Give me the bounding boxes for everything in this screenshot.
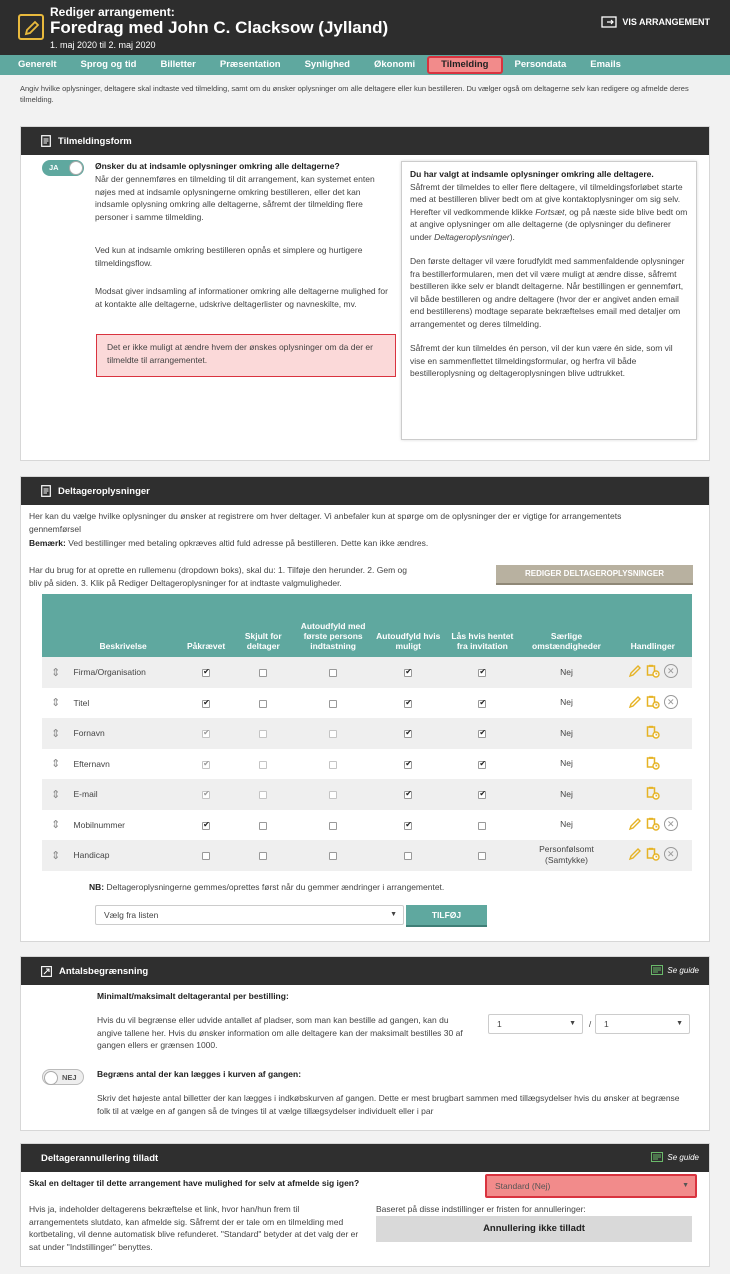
see-guide-link[interactable]: Se guide: [651, 965, 699, 975]
tab-bar: [0, 55, 730, 75]
autofill-first-checkbox: [329, 761, 337, 769]
min-max-separator: /: [588, 1019, 592, 1029]
autofill-first-checkbox: [329, 730, 337, 738]
collect-question: Ønsker du at indsamle oplysninger omkring alle deltagerne?: [95, 161, 340, 171]
chevron-down-icon: ▼: [676, 1020, 683, 1027]
external-link-icon: [601, 16, 617, 28]
required-checkbox[interactable]: [202, 822, 210, 830]
antalsbegraensning-title: Antalsbegrænsning: [59, 965, 149, 977]
table-header-row: [42, 594, 692, 657]
see-guide-link[interactable]: Se guide: [651, 1152, 699, 1162]
drag-handle-icon[interactable]: ⇕: [51, 849, 61, 862]
autofill-first-checkbox[interactable]: [329, 700, 337, 708]
antalsbegraensning-panel: [20, 956, 710, 1131]
col-skjult: Skjult for deltager: [231, 594, 295, 657]
table-row: [42, 810, 692, 841]
row-actions: [628, 664, 678, 678]
chevron-down-icon: ▼: [390, 911, 397, 918]
antalsbegraensning-header: [21, 957, 709, 985]
annullering-header: [21, 1144, 709, 1172]
toggle-knob: [69, 161, 83, 175]
collection-info-box: [401, 161, 697, 440]
change-not-allowed-warning: Det er ikke muligt at ændre hvem der ønskes oplysninger om da der er tilmeldte til arrangementet.: [96, 334, 396, 377]
field-description: Titel: [73, 697, 90, 708]
lock-checkbox[interactable]: [478, 669, 486, 677]
field-description: Firma/Organisation: [70, 657, 181, 688]
cancellation-text: Hvis ja, indeholder deltagerens bekræftelse et link, hvor han/hun frem til arrangementets slutdato, kan afmelde sig. Såfremt der er tale om en tilmelding med kortbetaling, vil denne automatisk blive refunderet. "Standard" betyder at det valg der er sat under "Indstillinger" benyttes.: [29, 1204, 359, 1252]
autofill-first-checkbox: [329, 791, 337, 799]
col-saerlige: Særlige omstændigheder: [519, 594, 613, 657]
pencil-icon[interactable]: [628, 847, 642, 861]
col-autoudfyld-foerste: Autoudfyld med første persons indtastning: [295, 594, 371, 657]
special-circumstances: Nej: [519, 779, 613, 810]
tilmeldingsform-header: [21, 127, 709, 155]
max-quantity-value: 1: [604, 1019, 609, 1029]
tab-synlighed[interactable]: Synlighed: [304, 59, 350, 70]
deltageroplysninger-panel: [20, 476, 710, 942]
autofill-first-checkbox[interactable]: [329, 669, 337, 677]
autofill-checkbox[interactable]: [404, 852, 412, 860]
special-circumstances: Nej: [519, 657, 613, 688]
collect-explanation-2: Ved kun at indsamle omkring bestilleren opnås et simplere og hurtigere tilmeldingsflow.: [95, 245, 363, 268]
edit-participant-info-button[interactable]: REDIGER DELTAGEROPLYSNINGER: [496, 565, 693, 585]
pencil-icon[interactable]: [628, 695, 642, 709]
event-dates: 1. maj 2020 til 2. maj 2020: [50, 40, 156, 50]
toggle-label: JA: [49, 163, 59, 172]
copy-clock-icon[interactable]: [646, 725, 660, 739]
tilmeldingsform-title: Tilmeldingsform: [58, 135, 132, 147]
cancellation-question: Skal en deltager til dette arrangement have mulighed for selv at afmelde sig igen?: [29, 1178, 360, 1188]
limit-cart-toggle[interactable]: [42, 1069, 84, 1085]
tilmeldingsform-panel: [20, 126, 710, 461]
special-circumstances: Nej: [560, 758, 573, 769]
drag-handle-icon[interactable]: ⇕: [51, 819, 61, 832]
copy-clock-icon[interactable]: [646, 756, 660, 770]
collect-all-participants-toggle[interactable]: [42, 160, 84, 176]
annullering-panel: [20, 1143, 710, 1267]
special-circumstances: Nej: [560, 819, 573, 830]
page-intro: Angiv hvilke oplysninger, deltagere skal indtaste ved tilmelding, samt om du ønsker oplysninger om alle deltagere eller kun bestilleren. Du vælger også om deltagerne selv kan redigere og afmelde deres tilmelding.: [20, 84, 689, 104]
cancellation-status: Annullering ikke tilladt: [376, 1216, 692, 1242]
info-paragraph-2: Den første deltager vil være forudfyldt med sammenfaldende oplysninger fra bestillerformularen, men det vil være muligt at ændre disse, såfremt bestilleren ikke selv er blandt deltagerne. Når bestillingen er gennemført, vil både bestilleren og andre deltagere (hvor der er angivet anden email end bestillerens) modtage separate bekræftelses email med detaljer om arrangementet og deres tilmelding.: [410, 256, 685, 329]
special-circumstances: Nej: [519, 718, 613, 749]
col-autoudfyld: Autoudfyld hvis muligt: [371, 594, 445, 657]
tab-praesentation[interactable]: Præsentation: [219, 59, 281, 70]
hidden-checkbox[interactable]: [259, 852, 267, 860]
min-quantity-select[interactable]: [488, 1014, 583, 1034]
page-title: Foredrag med John C. Clacksow (Jylland): [50, 18, 389, 37]
tab-tilmelding[interactable]: Tilmelding: [427, 56, 502, 74]
cancellation-select-value: Standard (Nej): [495, 1181, 551, 1191]
table-row: [42, 688, 692, 719]
min-max-text: Hvis du vil begrænse eller udvide antallet af pladser, som man kan bestille ad gangen, kan du angive tallene her. Hvis du ønsker information om alle deltagere kan der maksimalt bestilles 30 af gangen ellers er grænsen 1000.: [97, 1015, 463, 1050]
field-description: Handicap: [70, 840, 181, 871]
drag-handle-icon[interactable]: ⇕: [51, 666, 61, 679]
info-paragraph-1: Såfremt der tilmeldes to eller flere deltagere, vil tilmeldingsforløbet starte med at bestilleren bliver bedt om at give kontaktoplysninger om sig selv. Herefter vil vedkommende klikke Fortsæt, og på næste side blive bedt om at angive oplysninger om alle deltagerne (de oplysninger du definerer under Deltageroplysninger).: [410, 181, 688, 242]
pencil-icon[interactable]: [628, 664, 642, 678]
toggle-knob: [44, 1071, 58, 1085]
view-event-label: VIS ARRANGEMENT: [622, 17, 710, 27]
row-actions: [628, 695, 678, 709]
copy-clock-icon[interactable]: [646, 817, 660, 831]
tab-sprog-og-tid[interactable]: Sprog og tid: [80, 59, 137, 70]
row-actions: [646, 756, 660, 770]
col-beskrivelse: Beskrivelse: [70, 594, 181, 657]
chevron-down-icon: ▼: [569, 1020, 576, 1027]
table-row: [42, 779, 692, 810]
lock-checkbox[interactable]: [478, 822, 486, 830]
drag-handle-icon[interactable]: ⇕: [51, 697, 61, 710]
required-checkbox[interactable]: [202, 669, 210, 677]
lock-checkbox[interactable]: [478, 791, 486, 799]
hand-limit-icon: [41, 966, 52, 977]
chevron-down-icon: ▼: [682, 1182, 689, 1189]
deltageroplysninger-title: Deltageroplysninger: [58, 485, 150, 497]
table-row: [42, 749, 692, 780]
tab-billetter[interactable]: Billetter: [160, 59, 196, 70]
document-icon: [41, 485, 51, 497]
delete-icon[interactable]: ✕: [664, 664, 678, 678]
col-paakraevet: Påkrævet: [181, 594, 232, 657]
info-title: Du har valgt at indsamle oplysninger omkring alle deltagere.: [410, 169, 654, 179]
row-actions: [628, 817, 678, 831]
toggle-label: NEJ: [62, 1073, 77, 1082]
required-checkbox: [202, 791, 210, 799]
row-actions: [628, 847, 678, 861]
autofill-checkbox[interactable]: [404, 791, 412, 799]
document-icon: [41, 135, 51, 147]
autofill-first-checkbox[interactable]: [329, 852, 337, 860]
autofill-checkbox[interactable]: [404, 730, 412, 738]
info-paragraph-3: Såfremt der kun tilmeldes én person, vil der kun være én side, som vil vise en sammenflettet tilmeldingsformular, og herfra vil både bestilleroplysning og deltageroplysningen blive udtrukket.: [410, 343, 673, 378]
copy-clock-icon[interactable]: [646, 695, 660, 709]
deltager-intro: Her kan du vælge hvilke oplysninger du ønsker at registrere om hver deltager. Vi anbefaler kun at spørge om de oplysninger der er vigtige for arrangementets gennemførsel: [29, 511, 622, 534]
row-actions: [646, 725, 660, 739]
tab-generelt[interactable]: Generelt: [18, 59, 57, 70]
max-quantity-select[interactable]: [595, 1014, 690, 1034]
autofill-checkbox[interactable]: [404, 669, 412, 677]
drag-col-header: [42, 594, 70, 657]
lock-checkbox[interactable]: [478, 761, 486, 769]
lock-checkbox[interactable]: [478, 852, 486, 860]
min-max-title: Minimalt/maksimalt deltagerantal per bestilling:: [97, 991, 289, 1001]
delete-icon[interactable]: ✕: [664, 817, 678, 831]
page-subtitle: Rediger arrangement:: [50, 5, 175, 19]
guide-icon: [651, 965, 663, 975]
save-note: NB: Deltageroplysningerne gemmes/oprettes først når du gemmer ændringer i arrangementet.: [89, 882, 445, 892]
top-bar: [0, 0, 730, 55]
required-checkbox[interactable]: [202, 852, 210, 860]
field-description: Fornavn: [70, 718, 181, 749]
copy-clock-icon[interactable]: [646, 664, 660, 678]
guide-icon: [651, 1152, 663, 1162]
table-row: [42, 718, 692, 749]
limit-cart-title: Begræns antal der kan lægges i kurven af gangen:: [97, 1069, 302, 1079]
dropdown-howto: Har du brug for at oprette en rullemenu (dropdown boks), skal du: 1. Tilføje den herunder. 2. Gem og bliv på siden. 3. Klik på Rediger Deltageroplysninger for at indtaste valgmuligheder.: [29, 565, 407, 588]
field-description: E-mail: [70, 779, 181, 810]
required-checkbox: [202, 761, 210, 769]
hidden-checkbox[interactable]: [259, 669, 267, 677]
hidden-checkbox: [259, 791, 267, 799]
required-checkbox[interactable]: [202, 700, 210, 708]
lock-checkbox[interactable]: [478, 700, 486, 708]
delete-icon[interactable]: ✕: [664, 695, 678, 709]
col-laas: Lås hvis hentet fra invitation: [445, 594, 519, 657]
hidden-checkbox: [259, 730, 267, 738]
hidden-checkbox[interactable]: [259, 822, 267, 830]
special-circumstances: Nej: [560, 697, 573, 708]
pencil-icon[interactable]: [628, 817, 642, 831]
copy-clock-icon[interactable]: [646, 786, 660, 800]
required-checkbox: [202, 730, 210, 738]
collect-explanation-3: Modsat giver indsamling af informationer omkring alle deltagerne mulighed for at kontakte alle deltagerne, udskrive deltagerlister og navneskilte, mv.: [95, 286, 388, 309]
deltageroplysninger-header: [21, 477, 709, 505]
field-description: Mobilnummer: [73, 819, 126, 830]
col-handlinger: Handlinger: [614, 594, 692, 657]
autofill-first-checkbox[interactable]: [329, 822, 337, 830]
field-type-select-value: Vælg fra listen: [104, 910, 159, 920]
drag-handle-icon[interactable]: ⇕: [51, 727, 61, 740]
copy-clock-icon[interactable]: [646, 847, 660, 861]
limit-cart-text: Skriv det højeste antal billetter der kan lægges i indkøbskurven af gangen. Dette er mest brugbart sammen med tillægsydelser hvis du ønsker at begrænse folk til at vælge en af gangen så de tvinges til at vælge tillægsydelser individuelt eller i par: [97, 1093, 680, 1116]
table-row: [42, 840, 692, 871]
delete-icon[interactable]: ✕: [664, 847, 678, 861]
field-description: Efternavn: [73, 758, 110, 769]
lock-checkbox[interactable]: [478, 730, 486, 738]
table-row: [42, 657, 692, 688]
cancellation-based-label: Baseret på disse indstillinger er fristen for annulleringer:: [376, 1204, 586, 1214]
add-field-button[interactable]: TILFØJ: [406, 905, 487, 927]
field-type-select[interactable]: [95, 905, 404, 925]
autofill-checkbox[interactable]: [404, 822, 412, 830]
edit-event-logo-icon: [18, 14, 44, 40]
drag-handle-icon[interactable]: ⇕: [51, 758, 61, 771]
tab-persondata[interactable]: Persondata: [514, 59, 567, 70]
row-actions: [646, 786, 660, 800]
annullering-title: Deltagerannullering tilladt: [41, 1152, 159, 1164]
deltager-note: Bemærk: Ved bestillinger med betaling opkræves altid fuld adresse på bestilleren. Dette kan ikke ændres.: [29, 538, 429, 548]
min-quantity-value: 1: [497, 1019, 502, 1029]
cancellation-select[interactable]: [485, 1174, 697, 1198]
tab-okonomi[interactable]: Økonomi: [373, 59, 416, 70]
hidden-checkbox[interactable]: [259, 700, 267, 708]
drag-handle-icon[interactable]: ⇕: [51, 788, 61, 801]
participant-fields-table: [42, 594, 692, 871]
view-event-button[interactable]: [601, 16, 710, 28]
autofill-checkbox[interactable]: [404, 761, 412, 769]
special-circumstances: Personfølsomt (Samtykke): [519, 840, 613, 871]
autofill-checkbox[interactable]: [404, 700, 412, 708]
hidden-checkbox: [259, 761, 267, 769]
collect-explanation-1: Når der gennemføres en tilmelding til dit arrangement, kan systemet enten nøjes med at indsamle oplysningerne omkring bestilleren, eller det kan indsamle oplysning omkring alle deltagerne, såfremt der tilmelding flere personer i samme tilmelding.: [95, 174, 375, 222]
tab-emails[interactable]: Emails: [590, 59, 621, 70]
